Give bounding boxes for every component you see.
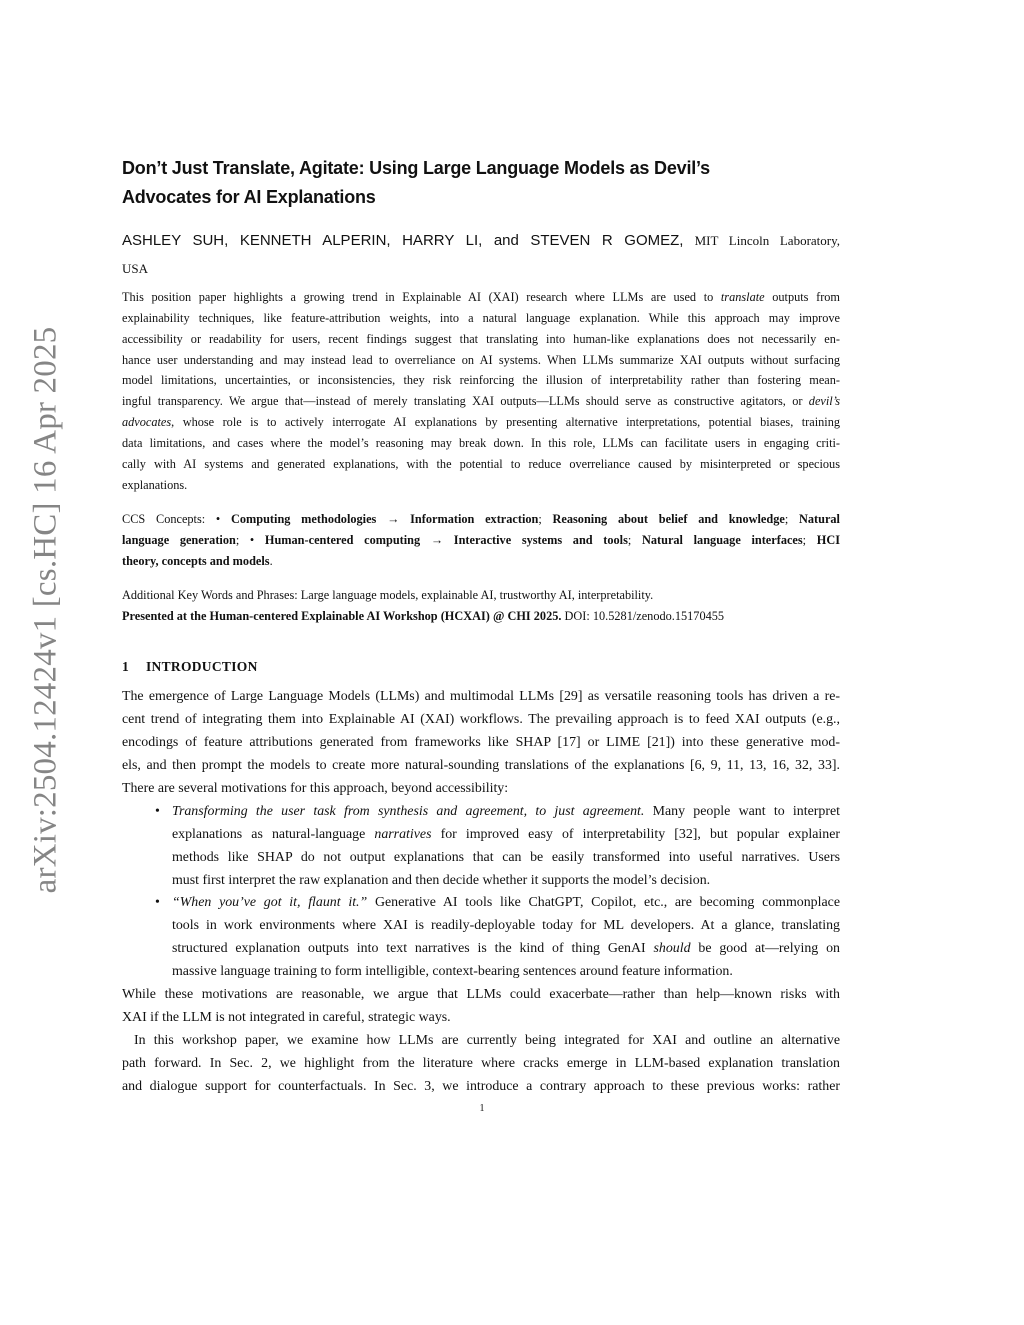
text-run: ; • [235, 533, 265, 547]
text-line [122, 709, 840, 732]
text-run: cent trend of integrating them into Explainable AI (XAI) workflows. The prevailing approach is to feed XAI outputs (e.g., [122, 711, 840, 727]
text-line [172, 961, 840, 984]
text-line [122, 475, 840, 496]
bold-text: Natural language interfaces [641, 533, 803, 547]
text-line [122, 350, 840, 371]
text-run: explanations as natural-language [172, 826, 375, 842]
text-line [122, 412, 840, 433]
text-run: . [269, 554, 273, 568]
bold-text: Computing methodologies → Information extraction [230, 512, 539, 526]
paragraph [122, 984, 840, 1030]
italic-text: “When you’ve got it, flaunt it.” [172, 895, 368, 911]
text-line [122, 686, 840, 709]
text-line [122, 509, 840, 530]
text-run: els, and then prompt the models to create more natural-sounding translations of the explanations [6, 9, 11, 13, 16, 32, 33]. [122, 757, 840, 773]
bullet-item [122, 892, 840, 984]
text-run: DOI: 10.5281/zenodo.15170455 [561, 609, 725, 623]
bullet-icon: • [155, 803, 160, 819]
text-run: for improved easy of interpretability [32], but popular explainer [431, 826, 840, 842]
bold-text: Human-centered computing → Interactive systems and tools [264, 533, 628, 547]
abstract [122, 287, 840, 495]
text-line [155, 801, 840, 824]
text-line [122, 530, 840, 551]
author-country: USA [122, 261, 149, 276]
page-number: 1 [479, 1103, 485, 1114]
italic-text: should [653, 941, 691, 957]
text-run: tools in work environments where XAI is readily-deployable today for ML developers. At a glance, translating [172, 918, 840, 934]
italic-text: translate [720, 290, 765, 304]
keywords-and-presented [122, 585, 840, 627]
bullet-icon: • [155, 895, 160, 911]
text-run: ; [538, 512, 553, 526]
text-run: outputs from [764, 290, 840, 304]
bold-text: HCI [816, 533, 840, 547]
text-line [172, 915, 840, 938]
text-run: , whose role is to actively interrogate AI explanations by presenting alternative interpretations, potential biases, training [171, 415, 840, 430]
title-line: Don’t Just Translate, Agitate: Using Large Language Models as Devil’s [122, 158, 710, 178]
text-line [172, 870, 840, 893]
text-run: There are several motivations for this approach, beyond accessibility: [122, 780, 509, 796]
keywords [122, 585, 840, 606]
text-run: CCS Concepts: • [122, 512, 231, 526]
text-run: ; [802, 533, 817, 547]
text-line [122, 984, 840, 1007]
title-line: Advocates for AI Explanations [122, 187, 376, 207]
text-line [155, 892, 840, 915]
text-line [122, 732, 840, 755]
bold-text: language generation [122, 533, 236, 547]
text-run: structured explanation outputs into text narratives is the kind of thing GenAI [172, 941, 654, 957]
text-run: must first interpret the raw explanation and then decide whether it supports the model’s decision. [172, 872, 711, 888]
text-run: explanations. [122, 477, 188, 492]
italic-text: advocates [122, 415, 172, 430]
text-line [122, 287, 840, 308]
text-run: ; [784, 512, 799, 526]
text-line [122, 755, 840, 778]
section-title: INTRODUCTION [146, 659, 258, 674]
text-run: be good at—relying on [690, 941, 840, 957]
text-run: model limitations, uncertainties, or inconsistencies, they risk reinforcing the illusion of interpretability rather than fostering mean- [122, 373, 840, 388]
bold-text: theory, concepts and models [122, 554, 270, 568]
text-run: and dialogue support for counterfactuals. In Sec. 3, we introduce a contrary approach to these previous works: rather [122, 1078, 840, 1094]
ccs-concepts [122, 509, 840, 572]
text-run: XAI if the LLM is not integrated in careful, strategic ways. [122, 1010, 451, 1026]
text-run: In this workshop paper, we examine how LLMs are currently being integrated for XAI and outline an alternative [134, 1033, 840, 1049]
author-affiliation: MIT Lincoln Laboratory, [694, 233, 841, 248]
text-run: ; [627, 533, 642, 547]
text-run: explainability techniques, like feature-attribution weights, into a natural language explanation. While this approach may improve [122, 310, 840, 325]
text-run: accessibility or readability for users, recent findings suggest that translating into human-like explanations does not necessarily en- [122, 331, 840, 346]
authors [122, 227, 840, 283]
paragraph [122, 686, 840, 801]
text-line [172, 938, 840, 961]
text-run: The emergence of Large Language Models (LLMs) and multimodal LLMs [29] as versatile reasoning tools has driven a re- [122, 689, 840, 704]
text-line [122, 329, 840, 350]
text-line [172, 847, 840, 870]
paper-title [122, 154, 842, 212]
text-run: data limitations, and cases where the model’s reasoning may break down. In this role, LLMs can facilitate users in engaging criti- [122, 435, 840, 450]
bullet-item [122, 801, 840, 893]
text-line [122, 1076, 840, 1099]
text-line [122, 1030, 840, 1053]
paragraph [122, 1030, 840, 1099]
bold-text: Natural [798, 512, 840, 526]
text-line [172, 824, 840, 847]
italic-text: narratives [374, 826, 432, 842]
introduction-body [122, 686, 840, 1099]
arxiv-identifier-stamp: arXiv:2504.12424v1 [cs.HC] 16 Apr 2025 [27, 326, 64, 894]
text-run: massive language training to form intelligible, context-bearing sentences around feature information. [172, 964, 733, 980]
text-line [122, 308, 840, 329]
text-run: path forward. In Sec. 2, we highlight from the literature where cracks emerge in LLM-based explanation translation [122, 1056, 840, 1071]
text-run: Additional Key Words and Phrases: Large language models, explainable AI, trustworthy AI, interpretability. [122, 588, 654, 602]
text-line [122, 391, 840, 412]
text-run: While these motivations are reasonable, we argue that LLMs could exacerbate—rather than help—known risks with [122, 987, 840, 1003]
bold-text: Reasoning about belief and knowledge [552, 512, 785, 526]
text-line [122, 1007, 840, 1030]
text-run: This position paper highlights a growing trend in Explainable AI (XAI) research where LLMs are used to [122, 290, 721, 304]
text-line [122, 454, 840, 475]
section-heading [122, 659, 258, 675]
text-run: encodings of feature attributions generated from frameworks like SHAP [17] or LIME [21]) into these generative mod- [122, 734, 840, 750]
italic-text: devil’s [808, 394, 840, 409]
text-line [122, 778, 840, 801]
italic-text: Transforming the user task from synthesis and agreement, to just agreement. [172, 803, 645, 819]
text-line [122, 370, 840, 391]
text-run: hance user understanding and may instead lead to overreliance on AI systems. When LLMs summarize XAI outputs without surfacing [122, 352, 840, 367]
text-line [122, 551, 840, 572]
text-run: methods like SHAP do not output explanations that can be easily transformed into useful narratives. Users [172, 849, 840, 865]
author-names: ASHLEY SUH, KENNETH ALPERIN, HARRY LI, and STEVEN R GOMEZ, [122, 232, 684, 249]
presented-at [122, 606, 840, 627]
text-run: ingful transparency. We argue that—instead of merely translating XAI outputs—LLMs should serve as constructive agitators, or [122, 394, 809, 409]
text-run: cally with AI systems and generated explanations, with the potential to reduce overreliance caused by misinterpreted or specious [122, 456, 840, 471]
text-line [122, 1053, 840, 1076]
bold-text: Presented at the Human-centered Explainable AI Workshop (HCXAI) @ CHI 2025. [122, 609, 562, 623]
section-number: 1 [122, 659, 130, 674]
text-line [122, 433, 840, 454]
text-run: Generative AI tools like ChatGPT, Copilot, etc., are becoming commonplace [367, 895, 840, 911]
text-run: Many people want to interpret [644, 803, 840, 819]
